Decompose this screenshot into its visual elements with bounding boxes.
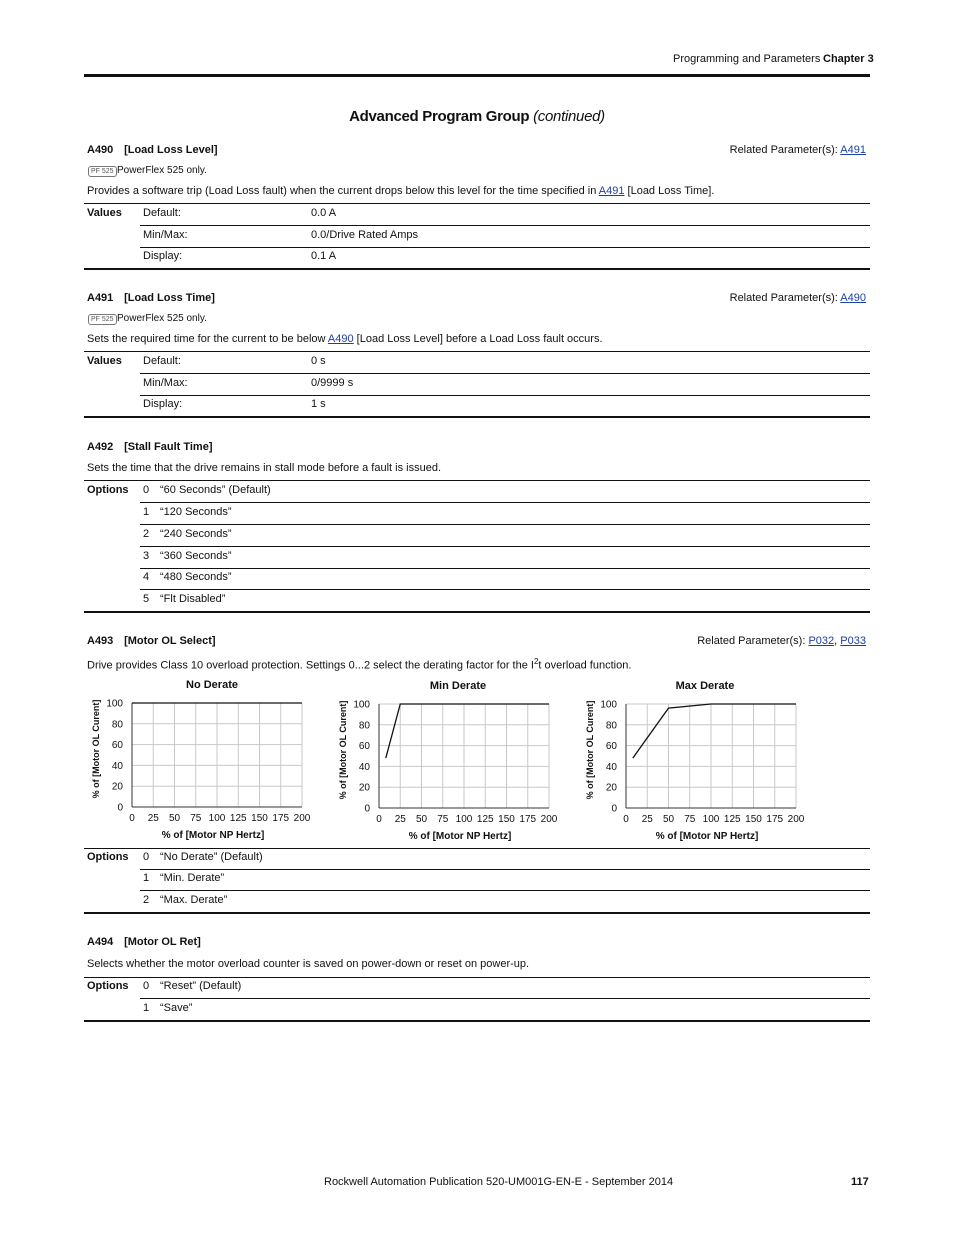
y-tick-label: 0 bbox=[364, 803, 370, 815]
pf525-badge: PF 525 bbox=[88, 314, 117, 325]
x-tick-label: 75 bbox=[684, 814, 696, 825]
y-tick-label: 80 bbox=[358, 720, 370, 732]
option-number: 5 bbox=[143, 593, 150, 605]
x-tick-label: 100 bbox=[208, 813, 226, 824]
option-text: “60 Seconds” (Default) bbox=[160, 484, 271, 496]
page-number: 117 bbox=[851, 1176, 869, 1188]
value-key: Min/Max: bbox=[143, 229, 188, 241]
option-number: 3 bbox=[143, 550, 150, 562]
table-rule bbox=[140, 502, 870, 503]
link-p033[interactable]: P033 bbox=[840, 635, 866, 647]
param-heading-a490: A490 [Load Loss Level] bbox=[87, 144, 218, 156]
y-tick-label: 60 bbox=[358, 741, 370, 753]
table-rule bbox=[140, 225, 870, 226]
section-rule bbox=[84, 912, 870, 914]
table-rule bbox=[84, 977, 870, 978]
chart-title-max-derate: Max Derate bbox=[675, 680, 735, 692]
value-key: Display: bbox=[143, 398, 183, 410]
x-tick-label: 75 bbox=[437, 814, 449, 825]
header-rule bbox=[84, 74, 870, 77]
option-text: “No Derate” (Default) bbox=[160, 851, 263, 863]
link-a491[interactable]: A491 bbox=[840, 144, 866, 156]
y-axis-label: % of [Motor OL Curent] bbox=[585, 700, 595, 800]
x-tick-label: 50 bbox=[168, 813, 181, 824]
x-tick-label: 150 bbox=[498, 814, 515, 825]
x-tick-label: 50 bbox=[415, 814, 428, 825]
x-tick-label: 0 bbox=[623, 814, 629, 825]
related-params-a490: Related Parameter(s): A491 bbox=[729, 144, 866, 156]
desc-a491: Sets the required time for the current to be below A490 [Load Loss Level] before a Load Loss fault occurs. bbox=[87, 333, 603, 345]
y-tick-label: 80 bbox=[605, 720, 617, 732]
value-val: 0/9999 s bbox=[311, 377, 354, 389]
footer-publication: Rockwell Automation Publication 520-UM001G-EN-E - September 2014 bbox=[324, 1176, 674, 1188]
x-tick-label: 125 bbox=[723, 814, 741, 825]
y-axis-label: % of [Motor OL Curent] bbox=[338, 700, 348, 800]
option-text: “360 Seconds” bbox=[160, 550, 232, 562]
option-text: “Flt Disabled” bbox=[160, 593, 226, 605]
chart-title-min-derate: Min Derate bbox=[429, 680, 487, 692]
link-a491-inline[interactable]: A491 bbox=[598, 185, 625, 197]
related-params-a493: Related Parameter(s): P032, P033 bbox=[697, 635, 866, 647]
options-label: Options bbox=[87, 980, 129, 992]
desc-a494: Selects whether the motor overload counter is saved on power-down or reset on power-up. bbox=[87, 958, 530, 970]
y-tick-label: 20 bbox=[111, 781, 123, 793]
table-rule bbox=[140, 589, 870, 590]
related-params-a491: Related Parameter(s): A490 bbox=[729, 292, 866, 304]
option-text: “Max. Derate” bbox=[160, 894, 228, 906]
option-text: “120 Seconds” bbox=[160, 506, 232, 518]
x-tick-label: 75 bbox=[190, 813, 202, 824]
value-val: 0.0 A bbox=[311, 207, 337, 219]
y-tick-label: 60 bbox=[605, 741, 617, 753]
table-rule bbox=[140, 568, 870, 569]
table-rule bbox=[140, 395, 870, 396]
link-a490[interactable]: A490 bbox=[840, 292, 866, 304]
table-rule bbox=[140, 546, 870, 547]
option-text: “Save” bbox=[160, 1002, 193, 1014]
table-rule bbox=[84, 351, 870, 352]
desc-a490: Provides a software trip (Load Loss fault) when the current drops below this level for the time specified in A491 [Load Loss Time]. bbox=[87, 185, 715, 197]
desc-a492: Sets the time that the drive remains in stall mode before a fault is issued. bbox=[87, 462, 442, 474]
value-val: 0.0/Drive Rated Amps bbox=[311, 229, 418, 241]
section-rule bbox=[84, 416, 870, 418]
x-tick-label: 200 bbox=[293, 813, 311, 824]
x-axis-label: % of [Motor NP Hertz] bbox=[408, 831, 512, 842]
options-label: Options bbox=[87, 484, 129, 496]
x-tick-label: 150 bbox=[251, 813, 268, 824]
pf525-badge: PF 525 bbox=[88, 166, 117, 177]
y-tick-label: 100 bbox=[106, 698, 123, 710]
y-tick-label: 40 bbox=[111, 760, 123, 772]
y-tick-label: 100 bbox=[353, 699, 370, 711]
option-number: 1 bbox=[143, 506, 150, 518]
option-text: “Reset” (Default) bbox=[160, 980, 242, 992]
options-label: Options bbox=[87, 851, 129, 863]
y-tick-label: 100 bbox=[600, 699, 617, 711]
header-chapter: Chapter 3 bbox=[823, 53, 874, 65]
table-rule bbox=[84, 848, 870, 849]
x-tick-label: 25 bbox=[394, 814, 406, 825]
value-key: Display: bbox=[143, 250, 183, 262]
y-tick-label: 40 bbox=[358, 761, 370, 773]
y-tick-label: 0 bbox=[117, 802, 123, 814]
x-tick-label: 25 bbox=[147, 813, 159, 824]
pf525-note: PowerFlex 525 only. bbox=[117, 313, 207, 324]
value-val: 0 s bbox=[311, 355, 326, 367]
y-axis-label: % of [Motor OL Curent] bbox=[91, 699, 101, 799]
table-rule bbox=[140, 998, 870, 999]
param-heading-a494: A494 [Motor OL Ret] bbox=[87, 936, 201, 948]
chart-min-derate bbox=[332, 696, 562, 846]
x-tick-label: 100 bbox=[455, 814, 473, 825]
option-number: 2 bbox=[143, 894, 150, 906]
y-tick-label: 0 bbox=[611, 803, 617, 815]
option-number: 0 bbox=[143, 851, 150, 863]
option-text: “480 Seconds” bbox=[160, 571, 232, 583]
x-tick-label: 100 bbox=[702, 814, 720, 825]
chart-no-derate bbox=[85, 695, 315, 845]
y-tick-label: 60 bbox=[111, 740, 123, 752]
y-tick-label: 40 bbox=[605, 761, 617, 773]
param-heading-a491: A491 [Load Loss Time] bbox=[87, 292, 215, 304]
option-number: 1 bbox=[143, 1002, 150, 1014]
option-text: “Min. Derate” bbox=[160, 872, 225, 884]
x-tick-label: 200 bbox=[540, 814, 558, 825]
param-heading-a493: A493 [Motor OL Select] bbox=[87, 635, 216, 647]
page-title: Advanced Program Group (continued) bbox=[349, 108, 605, 125]
table-rule bbox=[140, 524, 870, 525]
x-tick-label: 200 bbox=[787, 814, 805, 825]
x-tick-label: 175 bbox=[766, 814, 784, 825]
option-number: 0 bbox=[143, 484, 150, 496]
series-line bbox=[633, 704, 796, 758]
y-tick-label: 20 bbox=[605, 782, 617, 794]
x-tick-label: 175 bbox=[272, 813, 290, 824]
section-rule bbox=[84, 611, 870, 613]
x-axis-label: % of [Motor NP Hertz] bbox=[161, 830, 265, 841]
table-rule bbox=[84, 480, 870, 481]
x-tick-label: 150 bbox=[745, 814, 762, 825]
section-rule bbox=[84, 1020, 870, 1022]
desc-a493: Drive provides Class 10 overload protection. Settings 0...2 select the derating factor for the $I^2t$ overload function. bbox=[87, 657, 632, 672]
header-section: Programming and Parameters bbox=[673, 53, 821, 65]
value-val: 1 s bbox=[311, 398, 326, 410]
x-tick-label: 0 bbox=[129, 813, 135, 824]
section-rule bbox=[84, 268, 870, 270]
values-label: Values bbox=[87, 355, 122, 367]
table-rule bbox=[140, 247, 870, 248]
link-p032[interactable]: P032 bbox=[808, 635, 835, 647]
x-tick-label: 125 bbox=[476, 814, 494, 825]
link-a490-inline[interactable]: A490 bbox=[327, 333, 354, 345]
chart-max-derate bbox=[579, 696, 809, 846]
y-tick-label: 80 bbox=[111, 719, 123, 731]
x-tick-label: 0 bbox=[376, 814, 382, 825]
table-rule bbox=[140, 890, 870, 891]
value-key: Default: bbox=[143, 355, 181, 367]
pf525-note: PowerFlex 525 only. bbox=[117, 165, 207, 176]
value-val: 0.1 A bbox=[311, 250, 337, 262]
option-number: 1 bbox=[143, 872, 150, 884]
series-line bbox=[386, 704, 549, 758]
option-number: 4 bbox=[143, 571, 150, 583]
x-axis-label: % of [Motor NP Hertz] bbox=[655, 831, 759, 842]
x-tick-label: 50 bbox=[662, 814, 675, 825]
table-rule bbox=[84, 203, 870, 204]
table-rule bbox=[140, 373, 870, 374]
option-number: 2 bbox=[143, 528, 150, 540]
option-text: “240 Seconds” bbox=[160, 528, 232, 540]
values-label: Values bbox=[87, 207, 122, 219]
option-number: 0 bbox=[143, 980, 150, 992]
value-key: Min/Max: bbox=[143, 377, 188, 389]
y-tick-label: 20 bbox=[358, 782, 370, 794]
param-heading-a492: A492 [Stall Fault Time] bbox=[87, 441, 213, 453]
x-tick-label: 125 bbox=[229, 813, 247, 824]
chart-title-no-derate: No Derate bbox=[186, 679, 238, 691]
x-tick-label: 25 bbox=[641, 814, 653, 825]
value-key: Default: bbox=[143, 207, 181, 219]
table-rule bbox=[140, 869, 870, 870]
x-tick-label: 175 bbox=[519, 814, 537, 825]
